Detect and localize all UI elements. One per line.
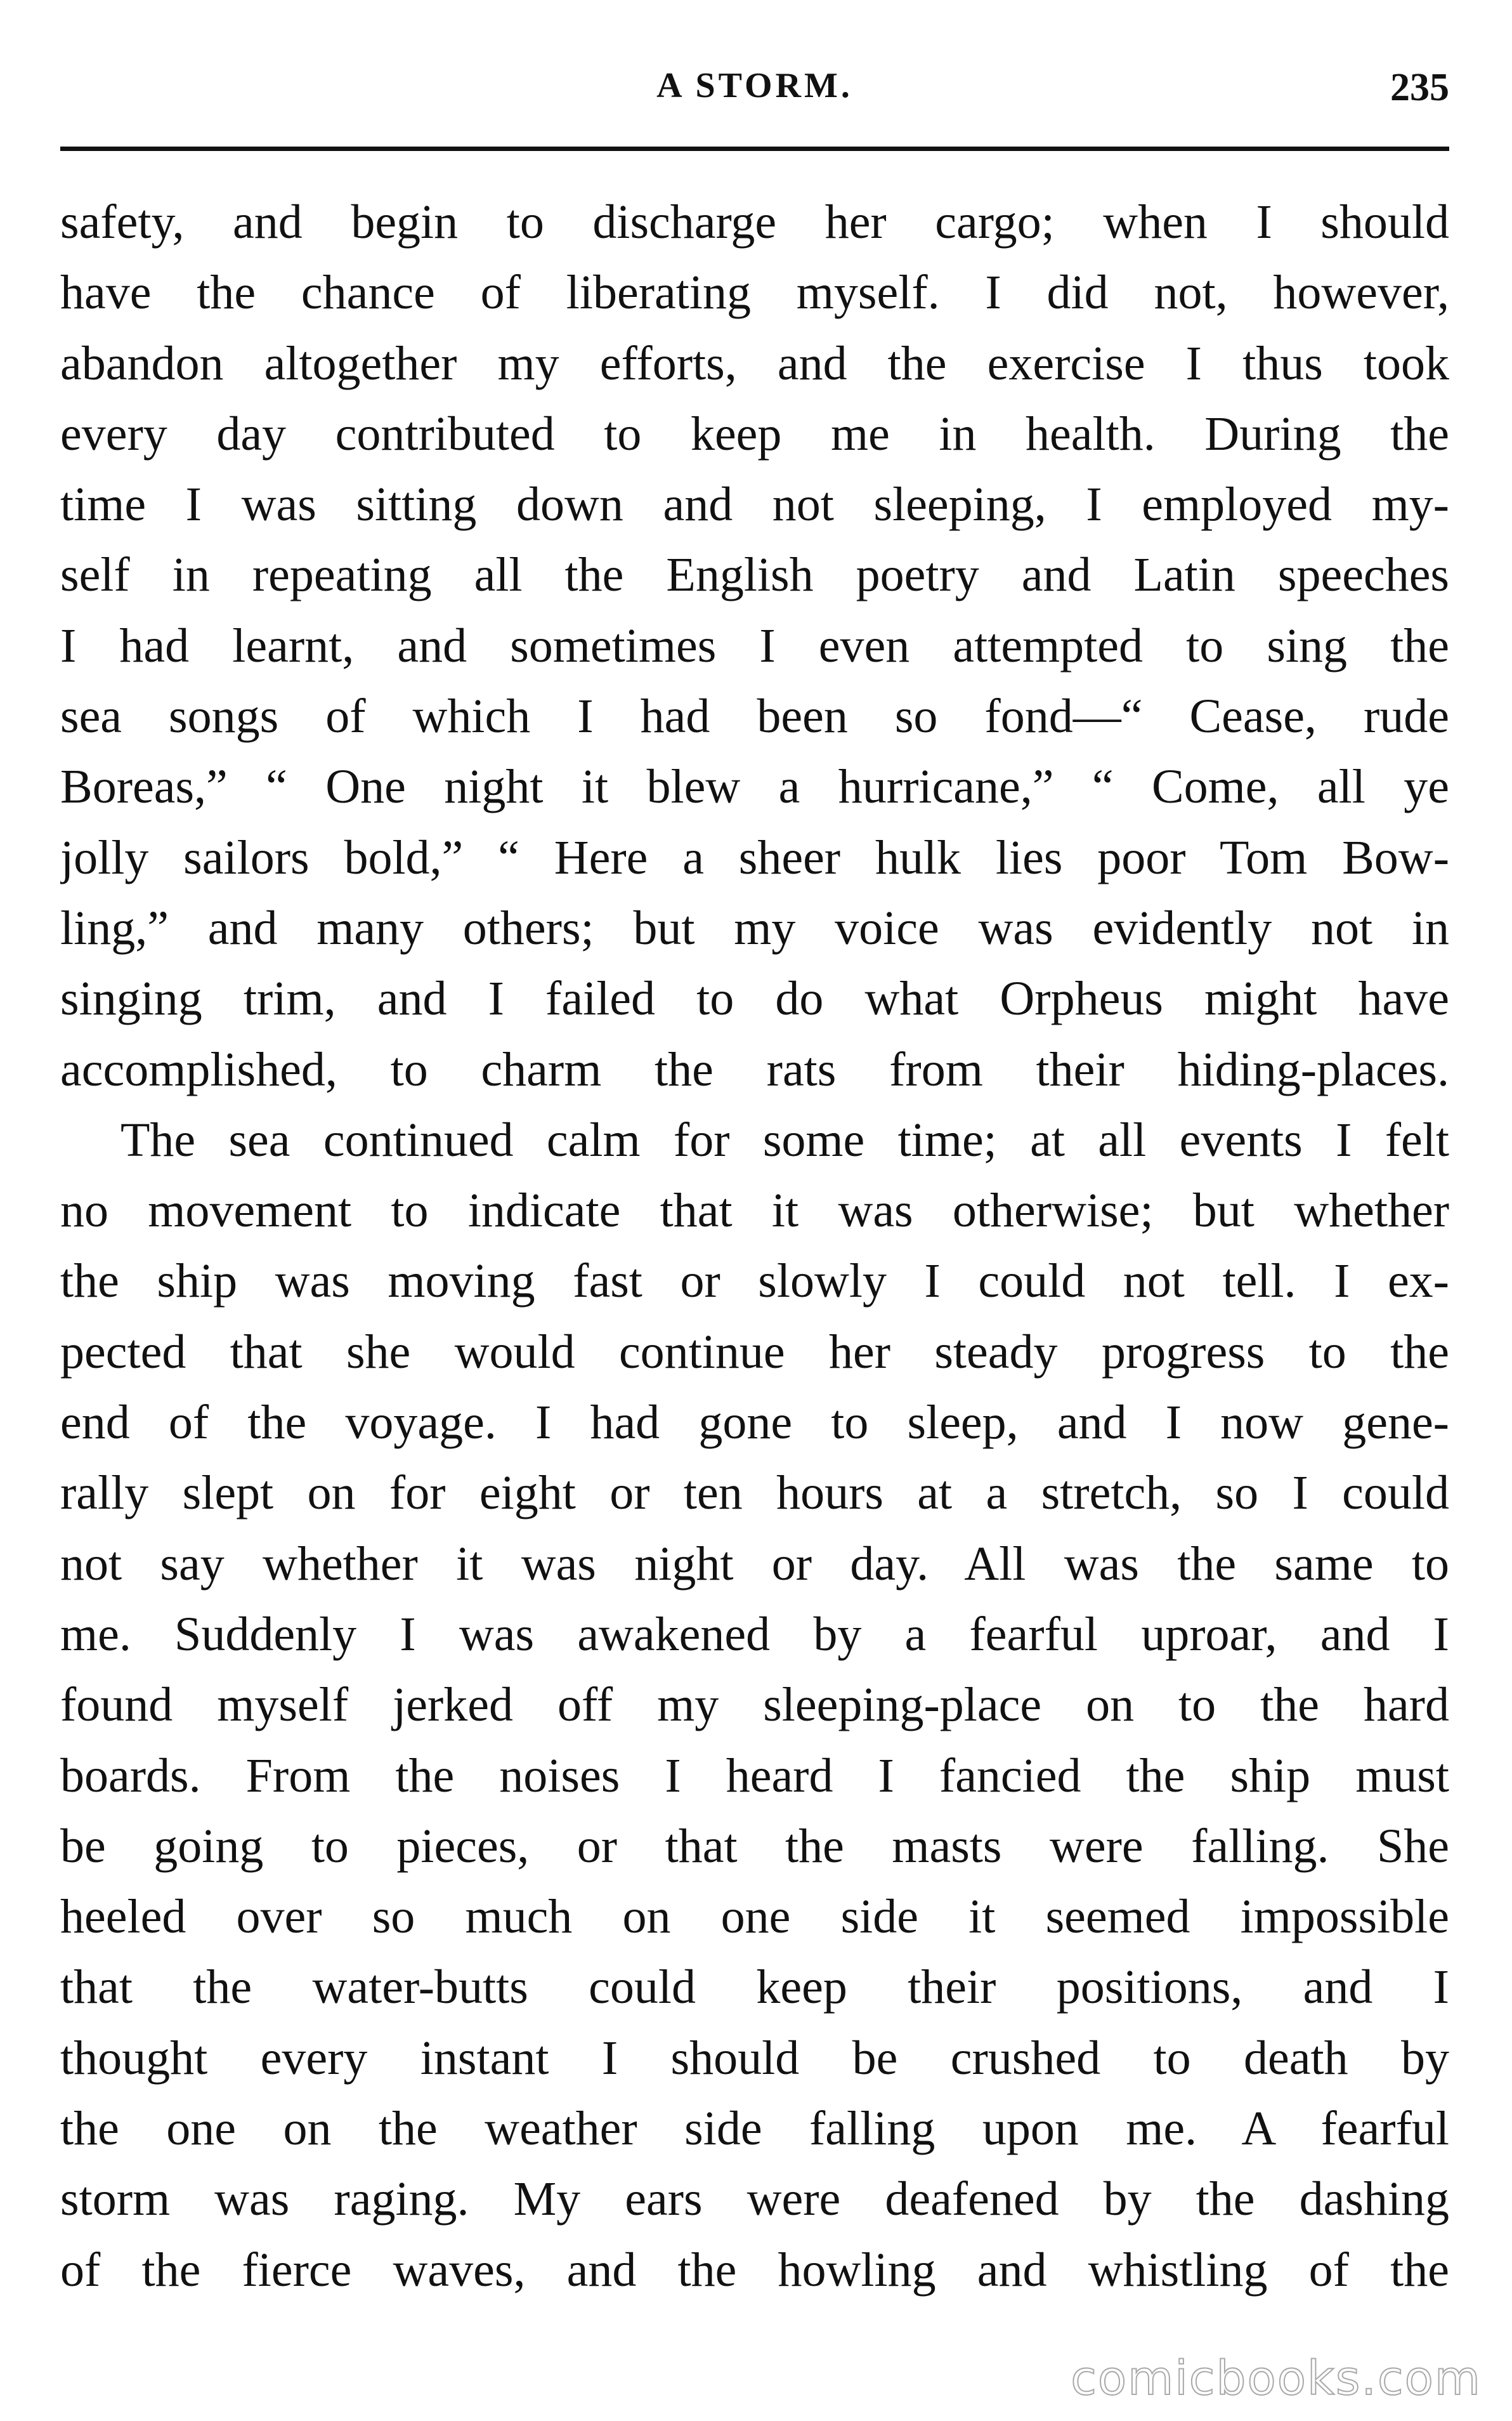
running-head [60, 60, 1449, 121]
text-line: me. Suddenly I was awakened by a fearful uproar, and I [60, 1607, 1449, 1661]
text-line: I had learnt, and sometimes I even attempted to sing the [60, 619, 1449, 672]
body-text [60, 187, 1449, 2306]
text-line: time I was sitting down and not sleeping, I employed my- [60, 478, 1449, 532]
text-line: rally slept on for eight or ten hours at a stretch, so I could [60, 1466, 1449, 1520]
text-line: the one on the weather side falling upon me. A fearful [60, 2102, 1449, 2156]
text-line: safety, and begin to discharge her cargo; when I should [60, 195, 1449, 249]
paragraph-first-line: The sea continued calm for some time; at all events I felt [121, 1113, 1449, 1167]
text-line: sea songs of which I had been so fond—“ Cease, rude [60, 690, 1449, 744]
text-line: boards. From the noises I heard I fancied the ship must [60, 1748, 1449, 1802]
text-line: have the chance of liberating myself. I did not, however, [60, 266, 1449, 320]
text-line: ling,” and many others; but my voice was evidently not in [60, 901, 1449, 955]
text-line: storm was raging. My ears were deafened by the dashing [60, 2172, 1449, 2226]
page-number: 235 [1390, 66, 1449, 109]
text-line: heeled over so much on one side it seemed impossible [60, 1890, 1449, 1944]
text-line: of the fierce waves, and the howling and whistling of the [60, 2243, 1449, 2297]
chapter-running-title: A STORM. [656, 66, 853, 105]
text-line: every day contributed to keep me in health. During the [60, 407, 1449, 461]
text-line: jolly sailors bold,” “ Here a sheer hulk lies poor Tom Bow- [60, 830, 1449, 884]
text-line: that the water-butts could keep their positions, and I [60, 1960, 1449, 2014]
text-line: end of the voyage. I had gone to sleep, and I now gene- [60, 1396, 1449, 1450]
watermark: comicbooks.com [1071, 2351, 1482, 2406]
text-line: not say whether it was night or day. All was the same to [60, 1537, 1449, 1591]
text-line: singing trim, and I failed to do what Orpheus might have [60, 972, 1449, 1026]
text-line: pected that she would continue her steady progress to the [60, 1325, 1449, 1379]
text-line: self in repeating all the English poetry and Latin speeches [60, 548, 1449, 602]
text-line: the ship was moving fast or slowly I could not tell. I ex- [60, 1254, 1449, 1308]
text-line: thought every instant I should be crushed to death by [60, 2031, 1449, 2085]
header-rule [60, 147, 1449, 151]
text-line: Boreas,” “ One night it blew a hurricane,” “ Come, all ye [60, 760, 1449, 814]
text-line: found myself jerked off my sleeping-place on to the hard [60, 1678, 1449, 1732]
text-line: accomplished, to charm the rats from their hiding-places. [60, 1042, 1449, 1096]
text-line: abandon altogether my efforts, and the exercise I thus took [60, 336, 1449, 390]
text-line: be going to pieces, or that the masts were falling. She [60, 1819, 1449, 1873]
text-line: no movement to indicate that it was otherwise; but whether [60, 1184, 1449, 1238]
